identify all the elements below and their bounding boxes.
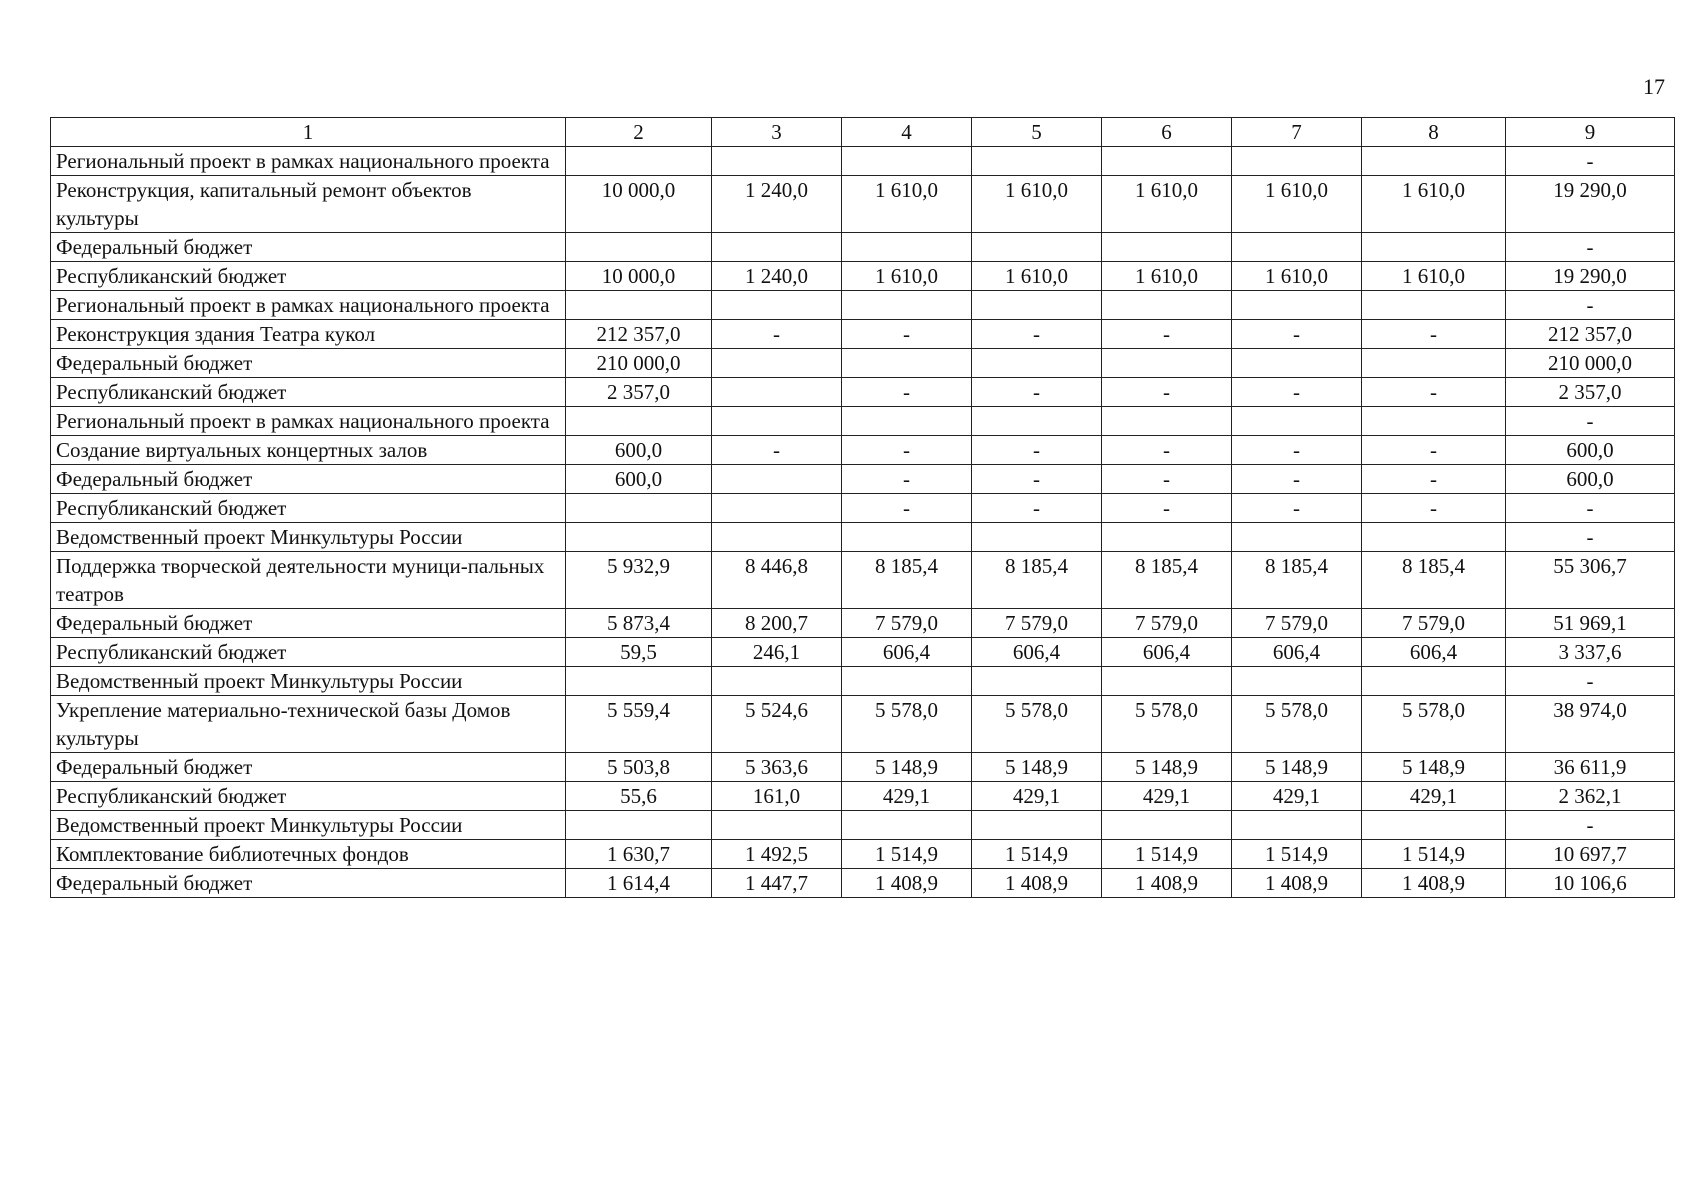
row-value-col-6: 429,1 [1102, 782, 1232, 811]
row-value-col-2 [566, 147, 712, 176]
row-value-col-5 [972, 147, 1102, 176]
row-value-col-2 [566, 233, 712, 262]
row-value-col-2: 210 000,0 [566, 349, 712, 378]
row-value-col-6: 5 148,9 [1102, 753, 1232, 782]
row-value-col-7: 5 578,0 [1232, 696, 1362, 753]
row-value-col-7 [1232, 349, 1362, 378]
row-value-col-9: - [1506, 147, 1675, 176]
row-value-col-8: 1 610,0 [1362, 176, 1506, 233]
row-label: Создание виртуальных концертных залов [51, 436, 566, 465]
row-value-col-8: 5 148,9 [1362, 753, 1506, 782]
row-value-col-8: 606,4 [1362, 638, 1506, 667]
row-value-col-3: 5 524,6 [712, 696, 842, 753]
row-value-col-4: 5 578,0 [842, 696, 972, 753]
row-value-col-6: - [1102, 494, 1232, 523]
row-label: Республиканский бюджет [51, 494, 566, 523]
column-header: 3 [712, 118, 842, 147]
row-value-col-6: 1 514,9 [1102, 840, 1232, 869]
row-value-col-6: - [1102, 465, 1232, 494]
row-value-col-8 [1362, 233, 1506, 262]
row-value-col-4: 5 148,9 [842, 753, 972, 782]
row-value-col-2: 5 503,8 [566, 753, 712, 782]
row-value-col-2: 59,5 [566, 638, 712, 667]
row-label: Региональный проект в рамках национального проекта [51, 407, 566, 436]
row-value-col-2: 1 614,4 [566, 869, 712, 898]
row-label: Региональный проект в рамках национального проекта [51, 147, 566, 176]
row-value-col-3: - [712, 436, 842, 465]
table-row [51, 465, 1675, 494]
row-value-col-9: 2 362,1 [1506, 782, 1675, 811]
row-label: Федеральный бюджет [51, 465, 566, 494]
row-value-col-4: 1 610,0 [842, 176, 972, 233]
row-value-col-3: 1 240,0 [712, 176, 842, 233]
row-value-col-7 [1232, 523, 1362, 552]
row-value-col-4 [842, 811, 972, 840]
row-value-col-6 [1102, 233, 1232, 262]
table-row [51, 147, 1675, 176]
row-label: Комплектование библиотечных фондов [51, 840, 566, 869]
row-value-col-5 [972, 291, 1102, 320]
row-value-col-7: 1 610,0 [1232, 262, 1362, 291]
row-value-col-4: - [842, 320, 972, 349]
row-value-col-9: 36 611,9 [1506, 753, 1675, 782]
row-value-col-3: 1 240,0 [712, 262, 842, 291]
row-label: Ведомственный проект Минкультуры России [51, 523, 566, 552]
row-label: Укрепление материально-технической базы Домов культуры [51, 696, 566, 753]
row-value-col-6: 8 185,4 [1102, 552, 1232, 609]
row-value-col-5: 1 610,0 [972, 176, 1102, 233]
row-value-col-8: 1 408,9 [1362, 869, 1506, 898]
row-value-col-2: 55,6 [566, 782, 712, 811]
row-value-col-9: 10 697,7 [1506, 840, 1675, 869]
row-value-col-9: 212 357,0 [1506, 320, 1675, 349]
row-value-col-8: 429,1 [1362, 782, 1506, 811]
row-label: Федеральный бюджет [51, 869, 566, 898]
row-value-col-8 [1362, 349, 1506, 378]
row-label: Поддержка творческой деятельности муници-пальных театров [51, 552, 566, 609]
row-value-col-5: 1 610,0 [972, 262, 1102, 291]
table-row [51, 869, 1675, 898]
row-value-col-6 [1102, 349, 1232, 378]
row-value-col-4: 7 579,0 [842, 609, 972, 638]
row-value-col-5 [972, 233, 1102, 262]
row-value-col-3: 1 492,5 [712, 840, 842, 869]
row-value-col-6 [1102, 147, 1232, 176]
row-value-col-7: - [1232, 436, 1362, 465]
row-value-col-7: 1 408,9 [1232, 869, 1362, 898]
row-value-col-2: 5 932,9 [566, 552, 712, 609]
row-value-col-2: 600,0 [566, 465, 712, 494]
row-value-col-7: - [1232, 465, 1362, 494]
row-label: Республиканский бюджет [51, 782, 566, 811]
row-value-col-8 [1362, 667, 1506, 696]
row-value-col-4: 8 185,4 [842, 552, 972, 609]
row-value-col-9: 3 337,6 [1506, 638, 1675, 667]
row-value-col-7: - [1232, 378, 1362, 407]
row-value-col-2 [566, 523, 712, 552]
row-value-col-5: 7 579,0 [972, 609, 1102, 638]
row-value-col-7 [1232, 811, 1362, 840]
row-value-col-2: 10 000,0 [566, 262, 712, 291]
row-value-col-3: 8 446,8 [712, 552, 842, 609]
row-value-col-6 [1102, 811, 1232, 840]
row-value-col-9: 600,0 [1506, 436, 1675, 465]
row-value-col-7 [1232, 291, 1362, 320]
column-header: 8 [1362, 118, 1506, 147]
row-value-col-3 [712, 667, 842, 696]
table-row [51, 349, 1675, 378]
table-row [51, 176, 1675, 233]
row-value-col-5 [972, 523, 1102, 552]
row-value-col-4 [842, 147, 972, 176]
row-value-col-2: 5 873,4 [566, 609, 712, 638]
table-row [51, 552, 1675, 609]
row-value-col-6: 606,4 [1102, 638, 1232, 667]
row-value-col-9: 19 290,0 [1506, 176, 1675, 233]
row-value-col-4: - [842, 436, 972, 465]
row-value-col-6: - [1102, 320, 1232, 349]
row-value-col-8: 1 610,0 [1362, 262, 1506, 291]
row-value-col-6 [1102, 667, 1232, 696]
row-value-col-7: 5 148,9 [1232, 753, 1362, 782]
row-value-col-7: 1 514,9 [1232, 840, 1362, 869]
row-value-col-3: 161,0 [712, 782, 842, 811]
row-value-col-2: 2 357,0 [566, 378, 712, 407]
row-value-col-8 [1362, 291, 1506, 320]
row-value-col-5: 429,1 [972, 782, 1102, 811]
row-value-col-9: - [1506, 523, 1675, 552]
row-value-col-6: 7 579,0 [1102, 609, 1232, 638]
row-value-col-4: 1 610,0 [842, 262, 972, 291]
row-value-col-4: 606,4 [842, 638, 972, 667]
row-value-col-7: 1 610,0 [1232, 176, 1362, 233]
table-row [51, 667, 1675, 696]
column-header: 7 [1232, 118, 1362, 147]
row-value-col-4 [842, 349, 972, 378]
row-value-col-9: 10 106,6 [1506, 869, 1675, 898]
row-label: Республиканский бюджет [51, 262, 566, 291]
column-header: 6 [1102, 118, 1232, 147]
row-value-col-6: 1 408,9 [1102, 869, 1232, 898]
row-value-col-4 [842, 233, 972, 262]
row-value-col-5: 5 578,0 [972, 696, 1102, 753]
row-value-col-3 [712, 147, 842, 176]
row-value-col-4 [842, 667, 972, 696]
row-value-col-5 [972, 407, 1102, 436]
row-value-col-4 [842, 291, 972, 320]
row-value-col-5: - [972, 320, 1102, 349]
row-value-col-9: 55 306,7 [1506, 552, 1675, 609]
row-value-col-7 [1232, 667, 1362, 696]
row-value-col-7 [1232, 147, 1362, 176]
page-number: 17 [1643, 74, 1665, 99]
row-value-col-5: 1 408,9 [972, 869, 1102, 898]
row-value-col-7 [1232, 233, 1362, 262]
table-row [51, 782, 1675, 811]
row-value-col-3 [712, 291, 842, 320]
column-header: 4 [842, 118, 972, 147]
table-row [51, 753, 1675, 782]
row-value-col-5 [972, 667, 1102, 696]
row-value-col-6: 1 610,0 [1102, 262, 1232, 291]
row-label: Федеральный бюджет [51, 753, 566, 782]
row-value-col-7: - [1232, 494, 1362, 523]
row-value-col-9: - [1506, 407, 1675, 436]
row-value-col-9: 19 290,0 [1506, 262, 1675, 291]
row-value-col-9: 2 357,0 [1506, 378, 1675, 407]
table-row [51, 696, 1675, 753]
row-value-col-4: 429,1 [842, 782, 972, 811]
row-value-col-8: - [1362, 378, 1506, 407]
row-value-col-3: 246,1 [712, 638, 842, 667]
row-value-col-2: 1 630,7 [566, 840, 712, 869]
row-value-col-9: - [1506, 667, 1675, 696]
table-row [51, 609, 1675, 638]
table-row [51, 638, 1675, 667]
row-value-col-2 [566, 494, 712, 523]
row-value-col-6: 5 578,0 [1102, 696, 1232, 753]
row-value-col-2 [566, 291, 712, 320]
row-value-col-3 [712, 378, 842, 407]
row-value-col-8: 8 185,4 [1362, 552, 1506, 609]
row-value-col-6: 1 610,0 [1102, 176, 1232, 233]
row-value-col-7: 429,1 [1232, 782, 1362, 811]
row-value-col-2 [566, 811, 712, 840]
row-value-col-8 [1362, 407, 1506, 436]
table-row [51, 262, 1675, 291]
row-value-col-9: 600,0 [1506, 465, 1675, 494]
row-value-col-9: - [1506, 291, 1675, 320]
row-value-col-3: 8 200,7 [712, 609, 842, 638]
column-header: 5 [972, 118, 1102, 147]
row-label: Реконструкция здания Театра кукол [51, 320, 566, 349]
row-value-col-3: - [712, 320, 842, 349]
table-row [51, 811, 1675, 840]
table-row [51, 494, 1675, 523]
row-value-col-9: - [1506, 494, 1675, 523]
row-value-col-6 [1102, 291, 1232, 320]
row-label: Региональный проект в рамках национального проекта [51, 291, 566, 320]
row-value-col-3 [712, 811, 842, 840]
row-value-col-5: 606,4 [972, 638, 1102, 667]
row-value-col-9: - [1506, 811, 1675, 840]
table-row [51, 233, 1675, 262]
row-value-col-9: - [1506, 233, 1675, 262]
row-value-col-7 [1232, 407, 1362, 436]
row-value-col-6 [1102, 523, 1232, 552]
column-header: 9 [1506, 118, 1675, 147]
row-value-col-2: 5 559,4 [566, 696, 712, 753]
row-label: Федеральный бюджет [51, 349, 566, 378]
row-value-col-3 [712, 465, 842, 494]
row-value-col-7: 7 579,0 [1232, 609, 1362, 638]
row-value-col-8: - [1362, 494, 1506, 523]
row-value-col-5: 5 148,9 [972, 753, 1102, 782]
row-value-col-6: - [1102, 436, 1232, 465]
row-value-col-3 [712, 349, 842, 378]
row-value-col-3 [712, 233, 842, 262]
row-label: Федеральный бюджет [51, 609, 566, 638]
row-value-col-8: 5 578,0 [1362, 696, 1506, 753]
row-value-col-2: 212 357,0 [566, 320, 712, 349]
table-row [51, 523, 1675, 552]
row-value-col-6: - [1102, 378, 1232, 407]
row-label: Ведомственный проект Минкультуры России [51, 667, 566, 696]
table-row [51, 840, 1675, 869]
row-value-col-6 [1102, 407, 1232, 436]
row-value-col-4: - [842, 494, 972, 523]
budget-table [50, 117, 1675, 898]
row-value-col-8: - [1362, 320, 1506, 349]
table-row [51, 378, 1675, 407]
row-label: Республиканский бюджет [51, 638, 566, 667]
column-header: 2 [566, 118, 712, 147]
row-value-col-8: - [1362, 436, 1506, 465]
row-value-col-9: 38 974,0 [1506, 696, 1675, 753]
table-row [51, 407, 1675, 436]
table-row [51, 291, 1675, 320]
row-value-col-7: 8 185,4 [1232, 552, 1362, 609]
row-value-col-5: 1 514,9 [972, 840, 1102, 869]
row-label: Республиканский бюджет [51, 378, 566, 407]
row-value-col-5: - [972, 465, 1102, 494]
row-value-col-3 [712, 494, 842, 523]
row-value-col-3: 5 363,6 [712, 753, 842, 782]
row-value-col-9: 210 000,0 [1506, 349, 1675, 378]
row-value-col-4: - [842, 465, 972, 494]
column-header: 1 [51, 118, 566, 147]
row-value-col-2: 600,0 [566, 436, 712, 465]
row-value-col-9: 51 969,1 [1506, 609, 1675, 638]
row-value-col-5: - [972, 494, 1102, 523]
row-value-col-5: - [972, 436, 1102, 465]
row-value-col-2 [566, 667, 712, 696]
row-value-col-8 [1362, 147, 1506, 176]
row-value-col-8 [1362, 811, 1506, 840]
row-value-col-3: 1 447,7 [712, 869, 842, 898]
table-row [51, 436, 1675, 465]
row-value-col-8 [1362, 523, 1506, 552]
row-value-col-7: - [1232, 320, 1362, 349]
row-value-col-8: 7 579,0 [1362, 609, 1506, 638]
row-value-col-2: 10 000,0 [566, 176, 712, 233]
row-value-col-5 [972, 811, 1102, 840]
table-row [51, 320, 1675, 349]
row-value-col-5: 8 185,4 [972, 552, 1102, 609]
row-value-col-8: 1 514,9 [1362, 840, 1506, 869]
row-label: Ведомственный проект Минкультуры России [51, 811, 566, 840]
row-value-col-4: - [842, 378, 972, 407]
row-value-col-4: 1 408,9 [842, 869, 972, 898]
row-value-col-5: - [972, 378, 1102, 407]
row-label: Реконструкция, капитальный ремонт объектов культуры [51, 176, 566, 233]
row-value-col-5 [972, 349, 1102, 378]
row-value-col-2 [566, 407, 712, 436]
row-value-col-8: - [1362, 465, 1506, 494]
row-value-col-7: 606,4 [1232, 638, 1362, 667]
row-label: Федеральный бюджет [51, 233, 566, 262]
row-value-col-3 [712, 523, 842, 552]
row-value-col-4 [842, 407, 972, 436]
row-value-col-4 [842, 523, 972, 552]
row-value-col-4: 1 514,9 [842, 840, 972, 869]
table-header-row [51, 118, 1675, 147]
row-value-col-3 [712, 407, 842, 436]
